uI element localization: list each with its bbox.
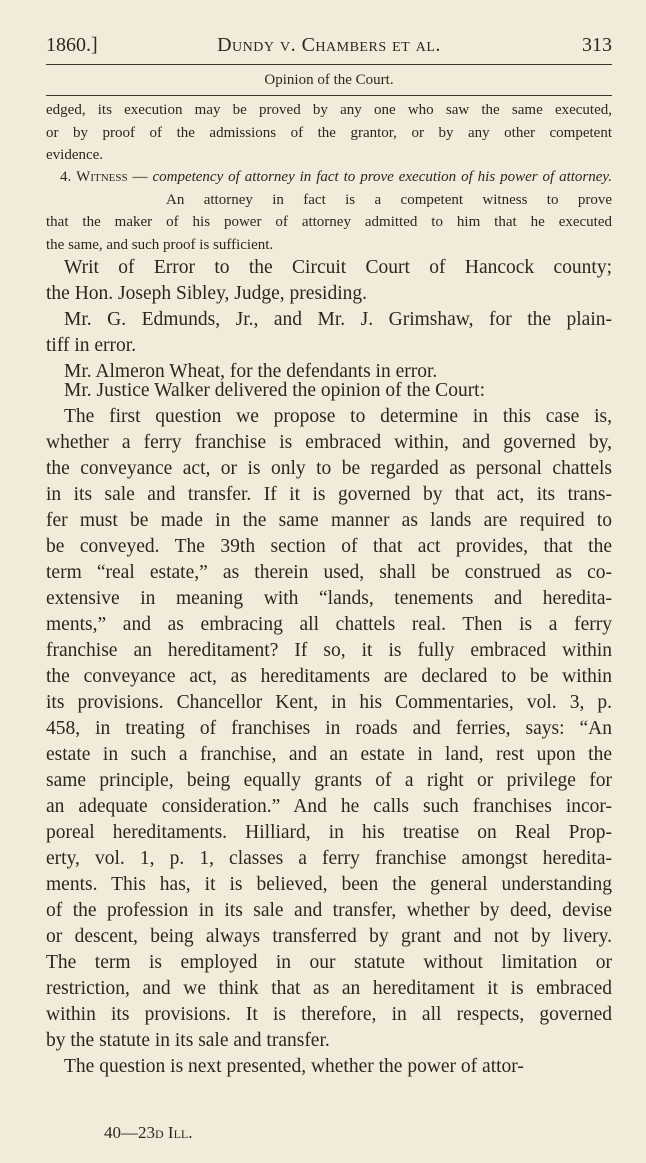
opinion-line: erty, vol. 1, p. 1, classes a ferry franchise amongst heredita-	[46, 848, 612, 869]
running-header	[46, 34, 612, 62]
opinion-line: ments,” and as embracing all chattels real. Then is a ferry	[46, 614, 612, 635]
plaintiff-counsel-line: tiff in error.	[46, 335, 137, 356]
opinion-line: term “real estate,” as therein used, shall be construed as co-	[46, 562, 612, 583]
opinion-intro-line: Mr. Justice Walker delivered the opinion of the Court:	[64, 380, 486, 401]
headnote-point-4-body	[46, 189, 612, 257]
opinion-line: fer must be made in the same manner as lands are required to	[46, 510, 612, 531]
opinion-line: same principle, being equally grants of a right or privilege for	[46, 770, 612, 791]
point-title: Witness	[76, 169, 128, 185]
opinion-line: be conveyed. The 39th section of that act provides, that the	[46, 536, 612, 557]
headnote-line: An attorney in fact is a competent witness to prove	[166, 191, 612, 208]
section-subheader: Opinion of the Court.	[264, 72, 394, 88]
opinion-line: the conveyance act, or is only to be regarded as personal chattels	[46, 458, 612, 479]
header-year: 1860.]	[46, 34, 98, 56]
opinion-line: The question is next presented, whether the power of attor-	[64, 1056, 524, 1077]
opinion-line: whether a ferry franchise is embraced within, and governed by,	[46, 432, 612, 453]
opinion-line: franchise an hereditament? If so, it is fully embraced within	[46, 640, 612, 661]
subheader-rule	[46, 95, 612, 96]
court-line: the Hon. Joseph Sibley, Judge, presiding.	[46, 283, 367, 304]
opinion-line: 458, in treating of franchises in roads and ferries, says: “An	[46, 718, 612, 739]
opinion-line: by the statute in its sale and transfer.	[46, 1030, 330, 1051]
point-italic: competency of attorney in fact to prove execution of his power of attorney.	[152, 169, 612, 185]
opinion-line: The first question we propose to determine in this case is,	[64, 406, 612, 427]
header-rule	[46, 64, 612, 65]
opinion-line: or descent, being always transferred by grant and not by livery.	[46, 926, 612, 947]
point-dash: —	[127, 169, 153, 185]
opinion-line: poreal hereditaments. Hilliard, in his treatise on Real Prop-	[46, 822, 612, 843]
opinion-line: estate in such a franchise, and an estate in land, rest upon the	[46, 744, 612, 765]
headnote-line: or by proof of the admissions of the grantor, or by any other competent	[46, 124, 612, 141]
plaintiff-counsel-line: Mr. G. Edmunds, Jr., and Mr. J. Grimshaw, for the plain-	[64, 309, 612, 330]
opinion-body	[46, 404, 612, 1080]
defendant-counsel-line: Mr. Almeron Wheat, for the defendants in error.	[64, 361, 438, 382]
headnote-line: evidence.	[46, 147, 104, 163]
point-number: 4.	[60, 169, 72, 185]
writ-of-error-line: Writ of Error to the Circuit Court of Hancock county;	[64, 257, 612, 278]
signature-mark: 40—23d Ill.	[104, 1123, 193, 1142]
opinion-line: its provisions. Chancellor Kent, in his Commentaries, vol. 3, p.	[46, 692, 612, 713]
headnote-line: that the maker of his power of attorney admitted to him that he executed	[46, 214, 612, 230]
opinion-intro	[46, 378, 612, 404]
header-case-title: Dundy v. Chambers et al.	[217, 34, 441, 56]
headnote-continuation	[46, 99, 612, 167]
proceedings	[46, 255, 612, 385]
opinion-line: The term is employed in our statute without limitation or	[46, 952, 612, 973]
opinion-line: in its sale and transfer. If it is governed by that act, its trans-	[46, 484, 612, 505]
opinion-line: the conveyance act, as hereditaments are declared to be within	[46, 666, 612, 687]
opinion-line: an adequate consideration.” And he calls such franchises incor-	[46, 796, 612, 817]
page-number: 313	[582, 34, 612, 56]
headnote-line: the same, and such proof is sufficient.	[46, 236, 274, 253]
opinion-line: restriction, and we think that as an hereditament it is embraced	[46, 978, 612, 999]
headnote-line: edged, its execution may be proved by any one who saw the same executed,	[46, 102, 612, 118]
opinion-line: within its provisions. It is therefore, in all respects, governed	[46, 1004, 612, 1025]
opinion-line: ments. This has, it is believed, been the general understanding	[46, 874, 612, 895]
opinion-line: of the profession in its sale and transfer, whether by deed, devise	[46, 900, 612, 921]
headnote-point-4-first-line	[46, 166, 612, 189]
opinion-line: extensive in meaning with “lands, tenements and heredita-	[46, 588, 612, 609]
